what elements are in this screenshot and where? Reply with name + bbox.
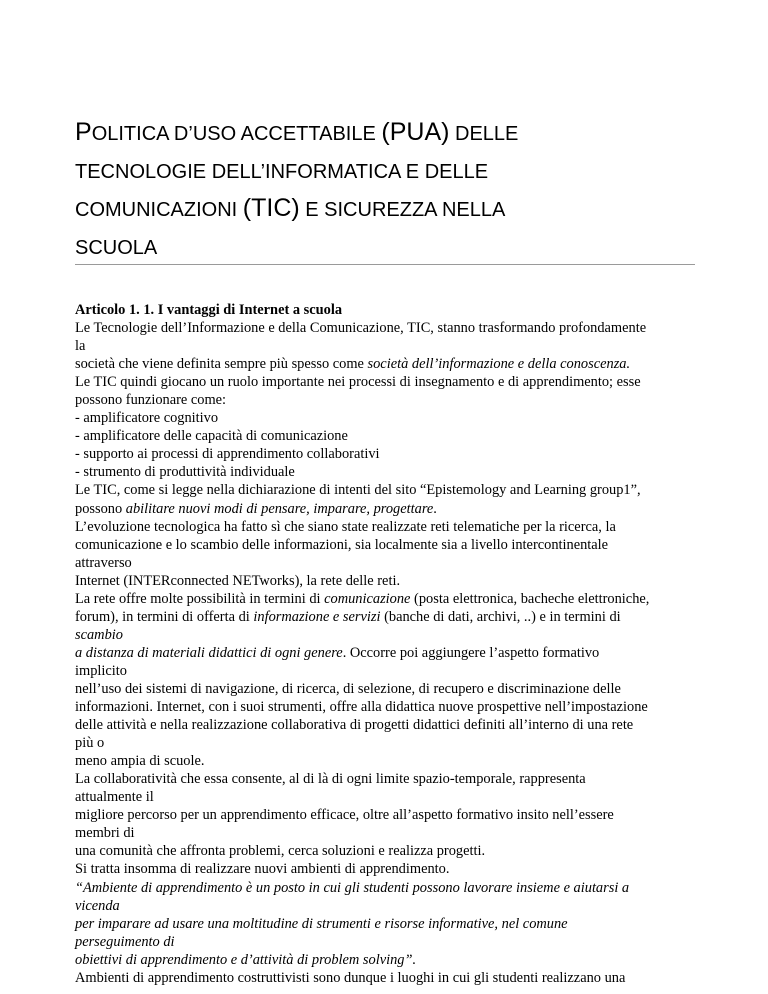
body-line: La collaboratività che essa consente, al di là di ogni limite spazio-temporale, rappresenta: [75, 771, 586, 788]
body-line: membri di: [75, 825, 135, 842]
body-line: Si tratta insomma di realizzare nuovi ambienti di apprendimento.: [75, 861, 450, 878]
body-line: scambio: [75, 626, 123, 643]
text-run: .: [433, 500, 437, 517]
title-line: [75, 186, 695, 224]
italic-run: a distanza di materiali didattici di ogni genere: [75, 644, 343, 661]
title-line: [75, 110, 695, 148]
body-line: Ambienti di apprendimento costruttivisti sono dunque i luoghi in cui gli studenti realizzano una: [75, 969, 626, 986]
text-run: (posta elettronica, bacheche elettroniche,: [410, 590, 650, 607]
body-line: informazioni. Internet, con i suoi strumenti, offre alla didattica nuove prospettive nell’impostazione: [75, 699, 648, 716]
title-fragment: (TIC): [242, 194, 300, 222]
body-line: una comunità che affronta problemi, cerca soluzioni e realizza progetti.: [75, 843, 486, 860]
title-fragment: TECNOLOGIE DELL’INFORMATICA E DELLE: [75, 161, 489, 183]
title-line: [75, 224, 695, 262]
list-item: - amplificatore delle capacità di comunicazione: [75, 428, 348, 445]
title-fragment: P: [75, 118, 92, 146]
body-line: attraverso: [75, 554, 132, 571]
body-line: meno ampia di scuole.: [75, 753, 205, 770]
body-line: [75, 608, 695, 626]
text-run: (banche di dati, archivi, ..) e in termini di: [380, 608, 621, 625]
document-page: [75, 110, 695, 987]
quote-line: per imparare ad usare una moltitudine di strumenti e risorse informative, nel comune: [75, 915, 568, 932]
body-line: [75, 644, 695, 662]
body-line: la: [75, 338, 86, 355]
document-body: [75, 301, 695, 987]
quote-line: vicenda: [75, 897, 120, 914]
document-title: [75, 110, 695, 265]
text-run: . Occorre poi aggiungere l’aspetto formativo: [342, 644, 600, 661]
section-heading: Articolo 1. 1. I vantaggi di Internet a scuola: [75, 302, 343, 318]
body-line: nell’uso dei sistemi di navigazione, di ricerca, di selezione, di recupero e discriminazione delle: [75, 680, 621, 697]
body-line: [75, 355, 695, 373]
body-line: Internet (INTERconnected NETworks), la rete delle reti.: [75, 572, 401, 589]
body-line: Le TIC quindi giocano un ruolo importante nei processi di insegnamento e di apprendimento; esse: [75, 374, 641, 391]
body-line: delle attività e nella realizzazione collaborativa di progetti didattici definiti all’interno di una rete: [75, 717, 634, 734]
title-fragment: E SICUREZZA NELLA: [299, 199, 506, 221]
italic-run: informazione e servizi: [253, 608, 381, 625]
title-fragment: (PUA): [381, 118, 450, 146]
text-run: forum), in termini di offerta di: [75, 608, 254, 625]
text-run: società che viene definita sempre più spesso come: [75, 356, 368, 373]
body-line: [75, 590, 695, 608]
title-line: [75, 148, 695, 186]
title-fragment: COMUNICAZIONI: [75, 199, 243, 221]
body-line: Le TIC, come si legge nella dichiarazione di intenti del sito “Epistemology and Learning group1”,: [75, 482, 641, 499]
list-item: - amplificatore cognitivo: [75, 410, 219, 427]
quote-line: “Ambiente di apprendimento è un posto in cui gli studenti possono lavorare insieme e aiutarsi a: [75, 879, 630, 896]
text-run: possono: [75, 500, 126, 517]
body-line: [75, 500, 695, 518]
title-fragment: DELLE: [449, 123, 519, 145]
body-line: Le Tecnologie dell’Informazione e della Comunicazione, TIC, stanno trasformando profondamente: [75, 320, 647, 337]
body-line: comunicazione e lo scambio delle informazioni, sia localmente sia a livello intercontinentale: [75, 536, 609, 553]
italic-run: abilitare nuovi modi di pensare, imparare, progettare: [125, 500, 434, 517]
quote-line: obiettivi di apprendimento e d’attività di problem solving”.: [75, 951, 417, 968]
title-fragment: OLITICA D’USO ACCETTABILE: [91, 123, 382, 145]
body-line: migliore percorso per un apprendimento efficace, oltre all’aspetto formativo insito nell’essere: [75, 807, 614, 824]
italic-run: società dell’informazione e della conoscenza.: [367, 356, 631, 373]
list-item: - strumento di produttività individuale: [75, 464, 295, 481]
body-line: implicito: [75, 662, 127, 679]
quote-line: perseguimento di: [75, 933, 175, 950]
body-line: più o: [75, 735, 105, 752]
italic-run: comunicazione: [324, 590, 411, 607]
body-line: attualmente il: [75, 789, 154, 806]
body-line: possono funzionare come:: [75, 392, 227, 409]
title-fragment: SCUOLA: [75, 237, 158, 259]
body-line: L’evoluzione tecnologica ha fatto sì che siano state realizzate reti telematiche per la ricerca, la: [75, 518, 616, 535]
list-item: - supporto ai processi di apprendimento collaborativi: [75, 446, 380, 463]
text-run: La rete offre molte possibilità in termini di: [75, 590, 325, 607]
